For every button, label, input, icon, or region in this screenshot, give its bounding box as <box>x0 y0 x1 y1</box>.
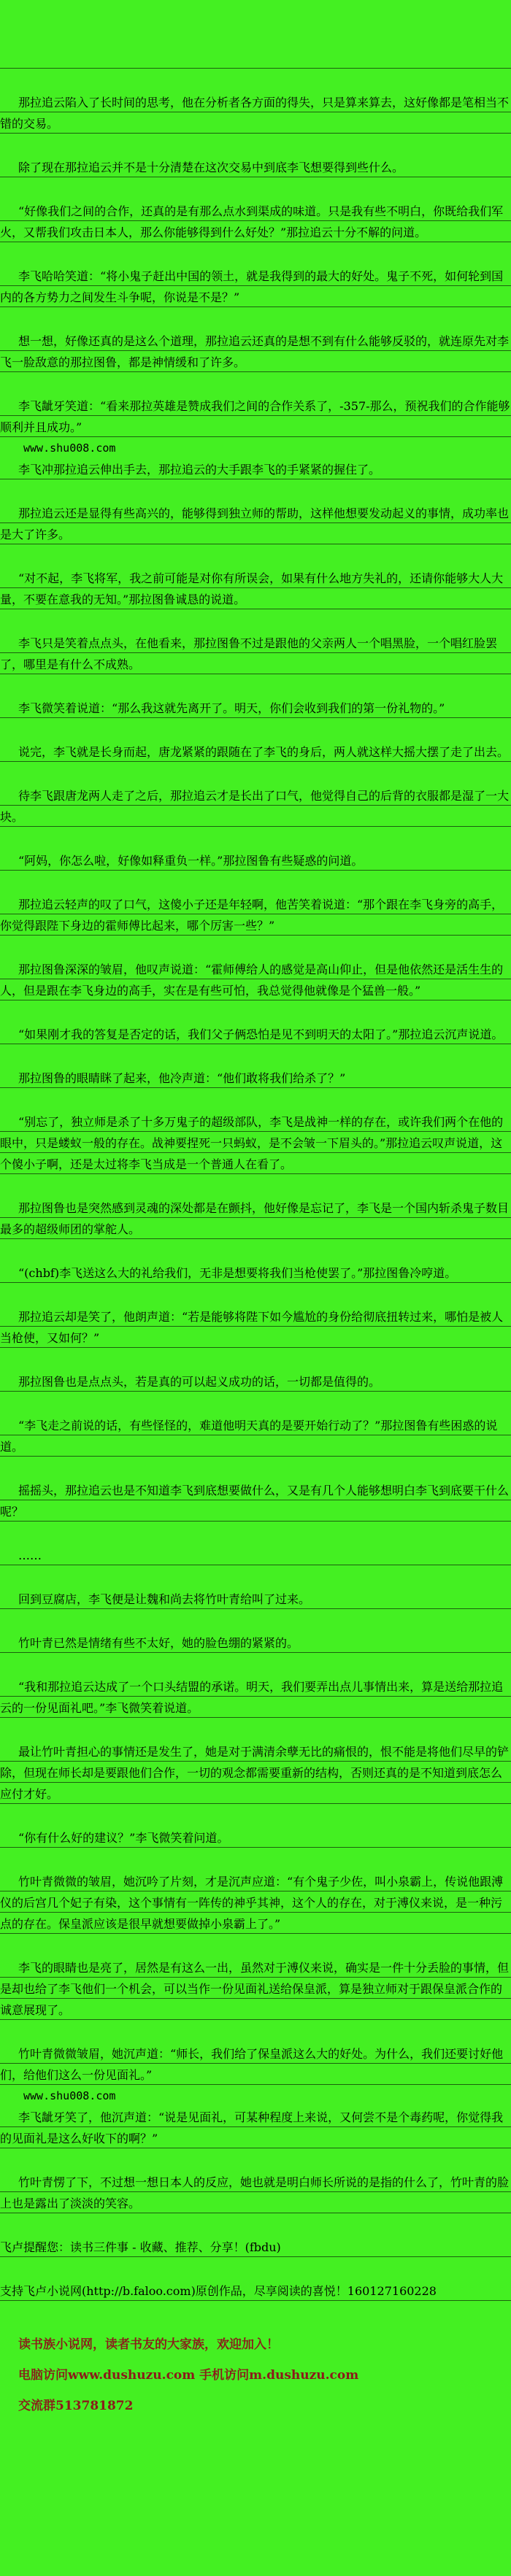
novel-paragraph: 李飞龇牙笑道：“看来那拉英雄是赞成我们之间的合作关系了，-357-那么，预祝我们的合作能够顺利并且成功。” <box>0 396 511 438</box>
novel-paragraph: 李飞哈哈笑道：“将小鬼子赶出中国的领土，就是我得到的最大的好处。鬼子不死，如何轮到国内的各方势力之间发生斗争呢，你说是不是？” <box>0 266 511 308</box>
novel-paragraph: 那拉图鲁深深的皱眉，他叹声说道：“霍师傅给人的感觉是高山仰止，但是他依然还是活生生的人，但是跟在李飞身边的高手，实在是有些可怕，我总觉得他就像是个猛兽一般。” <box>0 959 511 1001</box>
novel-paragraph: 摇摇头，那拉追云也是不知道李飞到底想要做什么，又是有几个人能够想明白李飞到底要干什么呢？ <box>0 1480 511 1522</box>
novel-paragraph: 李飞只是笑着点点头，在他看来，那拉图鲁不过是跟他的父亲两人一个唱黑脸，一个唱红脸罢了，哪里是有什么不成熟。 <box>0 633 511 675</box>
watermark-url: www.shu008.com <box>23 2089 116 2102</box>
novel-paragraph: 竹叶青愣了下，不过想一想日本人的反应，她也就是明白师长所说的是指的什么了，竹叶青的脸上也是露出了淡淡的笑容。 <box>0 2172 511 2214</box>
publisher-notice: 支持飞卢小说网(http://b.faloo.com)原创作品，尽享阅读的喜悦！160127160228 <box>0 2280 511 2302</box>
novel-paragraph: 李飞的眼睛也是亮了，居然是有这么一出，虽然对于溥仪来说，确实是一件十分丢脸的事情，但是却也给了李飞他们一个机会，可以当作一份见面礼送给保皇派，算是独立师对于跟保皇派合作的诚意展现了。 <box>0 1957 511 2021</box>
novel-paragraph: 那拉追云陷入了长时间的思考，他在分析者各方面的得失，只是算来算去，这好像都是笔相当不错的交易。 <box>0 92 511 134</box>
novel-paragraph: 待李飞跟唐龙两人走了之后，那拉追云才是长出了口气，他觉得自己的后背的衣服都是湿了一大块。 <box>0 785 511 828</box>
novel-paragraph: …… <box>0 1545 511 1566</box>
blank-ruled-line <box>0 48 511 69</box>
novel-paragraph: 回到豆腐店，李飞便是让魏和尚去将竹叶青给叫了过来。 <box>0 1589 511 1610</box>
novel-paragraph: 最让竹叶青担心的事情还是发生了，她是对于满清余孽无比的痛恨的，恨不能是将他们尽早的铲除，但现在师长却是要跟他们合作，一切的观念都需要重新的结构，否则还真的是不知道到底怎么应付才好。 <box>0 1741 511 1805</box>
novel-paragraph: “我和那拉追云达成了一个口头结盟的承诺。明天，我们要弄出点儿事情出来，算是送给那拉追云的一份见面礼吧。”李飞微笑着说道。 <box>0 1676 511 1719</box>
novel-paragraph: 想一想，好像还真的是这么个道理，那拉追云还真的是想不到有什么能够反驳的，就连原先对李飞一脸敌意的那拉图鲁，都是神情缓和了许多。 <box>0 331 511 373</box>
novel-paragraph: 那拉追云还是显得有些高兴的，能够得到独立师的帮助，这样他想要发动起义的事情，成功率也是大了许多。 <box>0 503 511 545</box>
novel-paragraph: 那拉图鲁的眼睛眯了起来，他冷声道：“他们敢将我们给杀了？” <box>0 1068 511 1089</box>
novel-paragraph: “如果刚才我的答复是否定的话，我们父子俩恐怕是见不到明天的太阳了。”那拉追云沉声说道。 <box>0 1024 511 1045</box>
footer-line: 交流群513781872 <box>18 2399 134 2413</box>
watermark-url: www.shu008.com <box>23 441 116 455</box>
novel-paragraph: “阿妈，你怎么啦，好像如释重负一样。”那拉图鲁有些疑惑的问道。 <box>0 850 511 871</box>
footer-site-info <box>0 2334 511 2417</box>
novel-paragraph: 那拉图鲁也是突然感到灵魂的深处都是在颤抖，他好像是忘记了，李飞是一个国内斩杀鬼子数目最多的超级师团的掌舵人。 <box>0 1198 511 1240</box>
publisher-notice: 飞卢提醒您：读书三件事 - 收藏、推荐、分享！(fbdu) <box>0 2237 511 2258</box>
chapter-text <box>0 48 511 2302</box>
novel-paragraph: 说完，李飞就是长身而起，唐龙紧紧的跟随在了李飞的身后，两人就这样大摇大摆了走了出去。 <box>0 741 511 763</box>
novel-paragraph: “李飞走之前说的话，有些怪怪的，难道他明天真的是要开始行动了？”那拉图鲁有些困惑的说道。 <box>0 1415 511 1457</box>
novel-paragraph: 那拉追云轻声的叹了口气，这傻小子还是年轻啊，他苦笑着说道：“那个跟在李飞身旁的高手，你觉得跟陛下身边的霍师傅比起来，哪个厉害一些？” <box>0 894 511 936</box>
novel-paragraph: 竹叶青已然是情绪有些不太好，她的脸色绷的紧紧的。 <box>0 1632 511 1654</box>
novel-paragraph: 李飞微笑着说道：“那么我这就先离开了。明天，你们会收到我们的第一份礼物的。” <box>0 698 511 719</box>
novel-paragraph: “(chbf)李飞送这么大的礼给我们，无非是想要将我们当枪使罢了。”那拉图鲁冷哼道。 <box>0 1262 511 1284</box>
novel-paragraph: 李飞龇牙笑了，他沉声道：“说是见面礼，可某种程度上来说，又何尝不是个毒药呢，你觉得我的见面礼是这么好收下的啊？” <box>0 2107 511 2149</box>
novel-paragraph: 竹叶青微微的皱眉，她沉吟了片刻，才是沉声应道：“有个鬼子少佐，叫小泉霸上，传说他跟溥仪的后宫几个妃子有染，这个事情有一阵传的神乎其神，这个人的存在，对于溥仪来说，是一种污点的存在。保皇派应该是很早就想要做掉小泉霸上了。” <box>0 1871 511 1935</box>
novel-paragraph: 李飞冲那拉追云伸出手去，那拉追云的大手跟李飞的手紧紧的握住了。 <box>0 459 511 480</box>
novel-paragraph: 除了现在那拉追云并不是十分清楚在这次交易中到底李飞想要得到些什么。 <box>0 157 511 178</box>
novel-paragraph: 那拉图鲁也是点点头，若是真的可以起义成功的话，一切都是值得的。 <box>0 1371 511 1392</box>
novel-paragraph: 那拉追云却是笑了，他朗声道：“若是能够将陛下如今尴尬的身份给彻底扭转过来，哪怕是被人当枪使，又如何？” <box>0 1306 511 1349</box>
novel-paragraph: “别忘了，独立师是杀了十多万鬼子的超级部队，李飞是战神一样的存在，或许我们两个在他的眼中，只是蝼蚁一般的存在。战神要捏死一只蚂蚁，是不会皱一下眉头的。”那拉追云叹声说道，这个傻小子啊，还是太过将李飞当成是一个普通人在看了。 <box>0 1111 511 1175</box>
footer-line: 电脑访问www.dushuzu.com 手机访问m.dushuzu.com <box>18 2368 359 2383</box>
footer-line: 读书族小说网，读者书友的大家族，欢迎加入！ <box>18 2337 279 2352</box>
novel-paragraph: “好像我们之间的合作，还真的是有那么点水到渠成的味道。只是我有些不明白，你既给我们军火，又帮我们攻击日本人，那么你能够得到什么好处？”那拉追云十分不解的问道。 <box>0 201 511 243</box>
novel-paragraph: “你有什么好的建议？”李飞微笑着问道。 <box>0 1827 511 1848</box>
novel-paragraph: 竹叶青微微皱眉，她沉声道：“师长，我们给了保皇派这么大的好处。为什么，我们还要讨好他们，给他们这么一份见面礼。” <box>0 2043 511 2086</box>
novel-paragraph: “对不起，李飞将军，我之前可能是对你有所误会，如果有什么地方失礼的，还请你能够大人大量，不要在意我的无知。”那拉图鲁诚恳的说道。 <box>0 568 511 610</box>
